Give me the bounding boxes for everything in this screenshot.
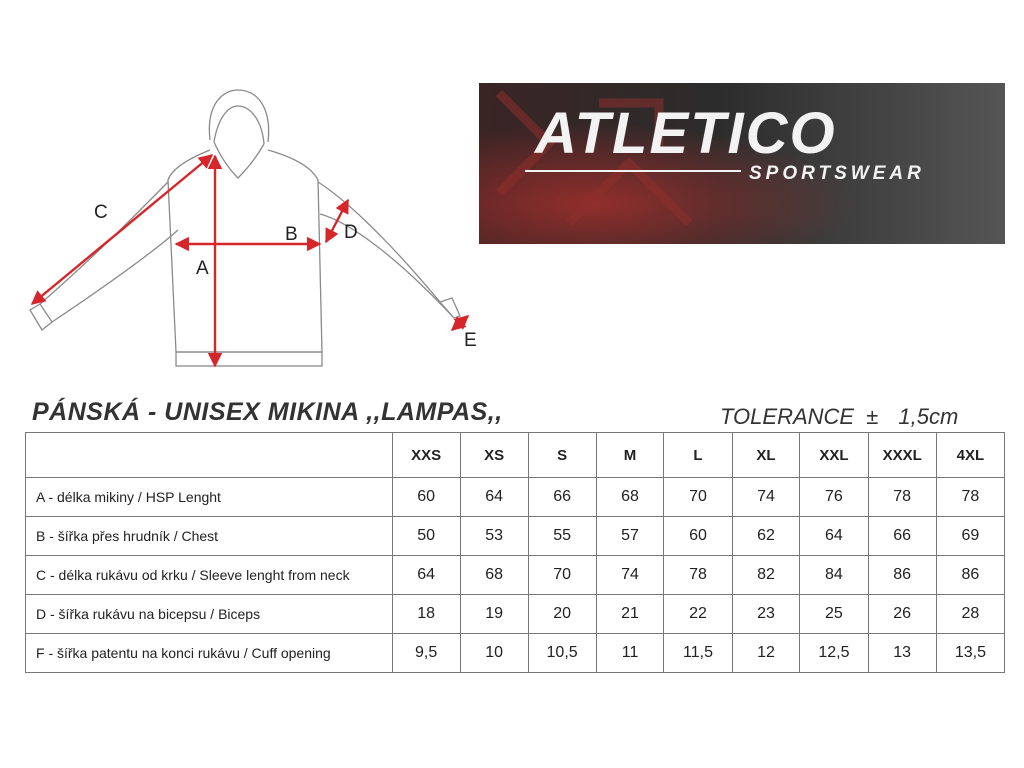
label-a: A	[196, 258, 209, 279]
tolerance-value: 1,5cm	[898, 404, 959, 429]
size-table-body	[26, 433, 1005, 673]
table-cell: 26	[868, 595, 936, 634]
table-cell: 60	[664, 517, 732, 556]
label-e: E	[464, 330, 477, 351]
table-cell: 23	[732, 595, 800, 634]
hoodie-outline	[30, 90, 460, 366]
table-cell: 25	[800, 595, 868, 634]
table-cell: 11	[596, 634, 664, 673]
row-label: B - šířka přes hrudník / Chest	[26, 517, 393, 556]
table-cell: 50	[392, 517, 460, 556]
label-c: C	[94, 202, 108, 223]
table-cell: 20	[528, 595, 596, 634]
product-title: PÁNSKÁ - UNISEX MIKINA ,,LAMPAS,,	[32, 398, 503, 426]
table-cell: 66	[868, 517, 936, 556]
row-label: D - šířka rukávu na bicepsu / Biceps	[26, 595, 393, 634]
table-cell: 66	[528, 478, 596, 517]
size-header-xs: XS	[460, 433, 528, 478]
table-cell: 12	[732, 634, 800, 673]
table-cell: 22	[664, 595, 732, 634]
table-cell: 13	[868, 634, 936, 673]
table-cell: 70	[528, 556, 596, 595]
size-header-4xl: 4XL	[936, 433, 1004, 478]
table-row	[26, 517, 1005, 556]
row-label: A - délka mikiny / HSP Lenght	[26, 478, 393, 517]
size-header-row	[26, 433, 1005, 478]
table-row	[26, 595, 1005, 634]
table-cell: 86	[936, 556, 1004, 595]
table-cell: 9,5	[392, 634, 460, 673]
size-header-xl: XL	[732, 433, 800, 478]
arrow-c	[32, 155, 212, 304]
table-cell: 74	[732, 478, 800, 517]
table-cell: 55	[528, 517, 596, 556]
tolerance-note	[720, 404, 958, 430]
measurement-arrows	[32, 155, 468, 366]
logo-brand-text: ATLETICO	[535, 101, 837, 166]
table-cell: 21	[596, 595, 664, 634]
table-row	[26, 634, 1005, 673]
size-header-s: S	[528, 433, 596, 478]
table-cell: 70	[664, 478, 732, 517]
table-cell: 78	[664, 556, 732, 595]
table-cell: 76	[800, 478, 868, 517]
table-cell: 82	[732, 556, 800, 595]
label-b: B	[285, 224, 298, 245]
hoodie-measurement-diagram	[0, 0, 480, 390]
table-cell: 86	[868, 556, 936, 595]
table-cell: 53	[460, 517, 528, 556]
size-header-m: M	[596, 433, 664, 478]
table-cell: 84	[800, 556, 868, 595]
table-cell: 74	[596, 556, 664, 595]
atletico-logo-banner	[479, 83, 1005, 244]
table-cell: 28	[936, 595, 1004, 634]
table-row	[26, 478, 1005, 517]
table-cell: 64	[800, 517, 868, 556]
table-cell: 62	[732, 517, 800, 556]
label-d: D	[344, 222, 358, 243]
table-cell: 68	[596, 478, 664, 517]
table-row	[26, 556, 1005, 595]
size-header-l: L	[664, 433, 732, 478]
table-cell: 11,5	[664, 634, 732, 673]
size-header-xxxl: XXXL	[868, 433, 936, 478]
table-cell: 18	[392, 595, 460, 634]
size-table	[25, 432, 1005, 673]
table-cell: 60	[392, 478, 460, 517]
table-cell: 57	[596, 517, 664, 556]
tolerance-label: TOLERANCE	[720, 404, 855, 429]
header-corner-cell	[26, 433, 393, 478]
table-cell: 64	[392, 556, 460, 595]
table-cell: 10,5	[528, 634, 596, 673]
row-label: C - délka rukávu od krku / Sleeve lenght from neck	[26, 556, 393, 595]
table-cell: 12,5	[800, 634, 868, 673]
table-cell: 19	[460, 595, 528, 634]
plus-minus-icon: ±	[866, 404, 879, 429]
table-cell: 10	[460, 634, 528, 673]
table-cell: 78	[936, 478, 1004, 517]
table-cell: 69	[936, 517, 1004, 556]
row-label: F - šířka patentu na konci rukávu / Cuff opening	[26, 634, 393, 673]
table-cell: 78	[868, 478, 936, 517]
logo-tagline-text: SPORTSWEAR	[749, 163, 925, 184]
table-cell: 13,5	[936, 634, 1004, 673]
size-header-xxl: XXL	[800, 433, 868, 478]
table-cell: 64	[460, 478, 528, 517]
size-header-xxs: XXS	[392, 433, 460, 478]
table-cell: 68	[460, 556, 528, 595]
